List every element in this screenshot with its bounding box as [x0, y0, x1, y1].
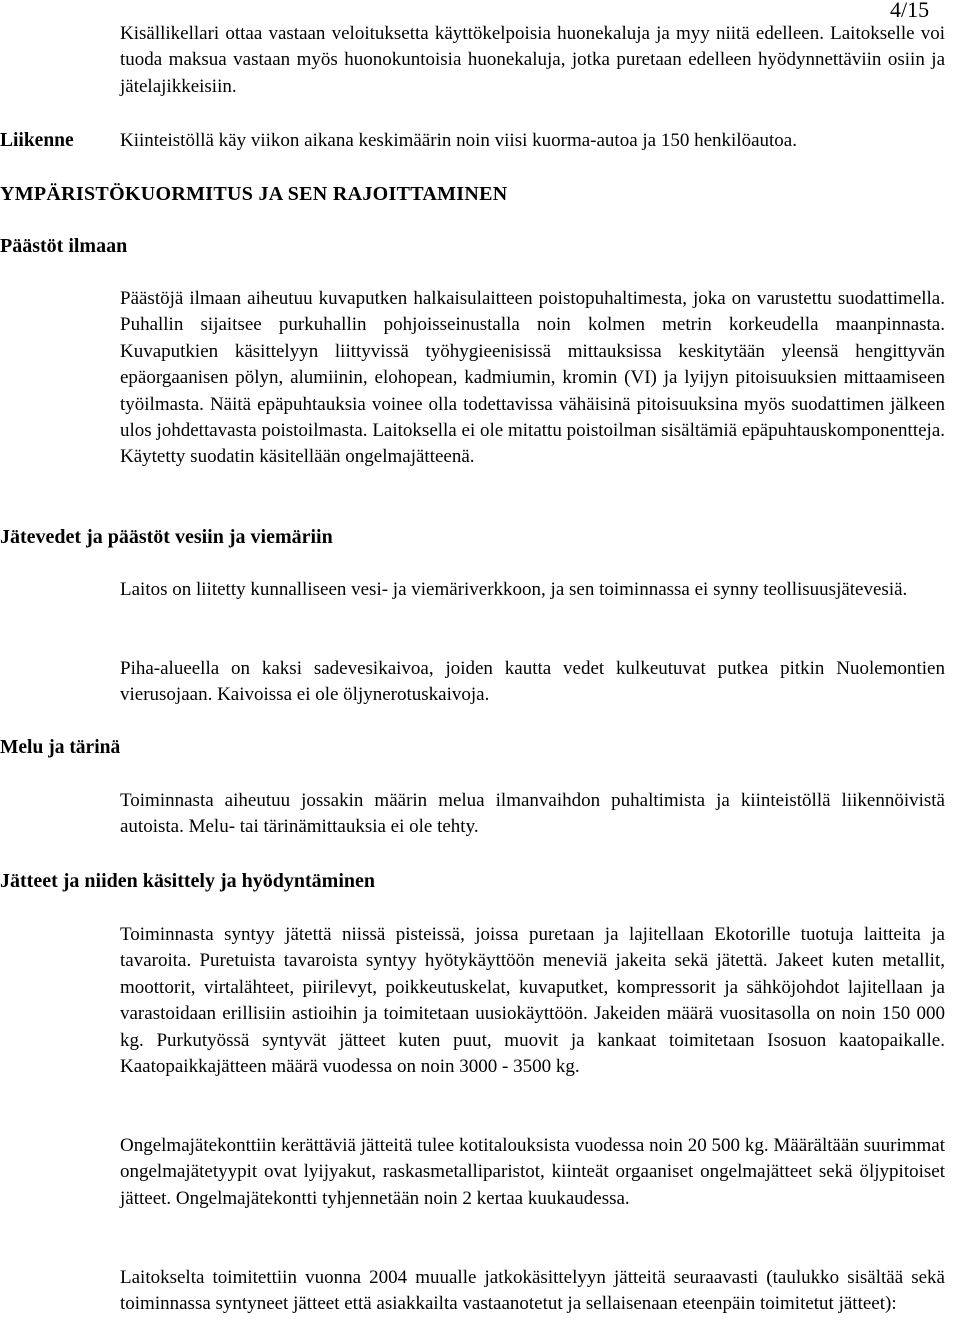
air-emissions-heading: Päästöt ilmaan — [0, 235, 128, 257]
waste-text-3: Laitokselta toimitettiin vuonna 2004 muualle jatkokäsittelyyn jätteitä seuraavasti (taulukko sisältää sekä toiminnassa syntyneet jätteet että asiakkailta vastaanotetut ja sellaisenaan eteenpäin toimitetut jätteet): — [120, 1267, 945, 1315]
waste-heading: Jätteet ja niiden käsittely ja hyödyntäminen — [0, 870, 375, 892]
page-number: 4/15 — [890, 0, 930, 22]
wastewater-heading: Jätevedet ja päästöt vesiin ja viemäriin — [0, 526, 333, 548]
noise-text: Toiminnasta aiheutuu jossakin määrin melua ilmanvaihdon puhaltimista ja kiinteistöllä liikennöivistä autoista. Melu- tai tärinämittauksia ei ole tehty. — [120, 790, 945, 838]
noise-label: Melu ja tärinä — [0, 737, 121, 758]
waste-text-2: Ongelmajätekonttiin kerättäviä jätteitä tulee kotitalouksista vuodessa noin 20 500 kg. Määrältään suurimmat ongelmajätetyypit ovat lyijyakut, raskasmetalliparistot, kiinteät orgaaniset ongelmajätteet sekä öljypitoiset jätteet. Ongelmajätekontti tyhjennetään noin 2 kertaa kuukaudessa. — [120, 1135, 945, 1209]
main-heading: YMPÄRISTÖKUORMITUS JA SEN RAJOITTAMINEN — [0, 183, 508, 205]
waste-text-1: Toiminnasta syntyy jätettä niissä pisteissä, joissa puretaan ja lajitellaan Ekotorille tuotuja laitteita ja tavaroita. Puretuista tavaroista syntyy hyötykäyttöön meneviä jakeita sekä jätettä. Jakeet kuten metallit, moottorit, virtalähteet, piirilevyt, poikkeutuskelat, kuvaputket, kompressorit ja sähköjohdot lajitellaan ja varastoidaan erillisiin astioihin ja toimitetaan uusiokäyttöön. Jakeiden määrä vuositasolla on noin 150 000 kg. Purkutyössä syntyvät jätteet kuten puut, muovit ja kankaat toimitetaan Isosuon kaatopaikalle. Kaatopaikkajätteen määrä vuodessa on noin 3000 - 3500 kg. — [120, 924, 945, 1078]
wastewater-text-2: Piha-alueella on kaksi sadevesikaivoa, joiden kautta vedet kulkeutuvat putkea pitkin Nuolemontien vierusojaan. Kaivoissa ei ole öljynerotuskaivoja. — [120, 658, 945, 706]
air-emissions-text: Päästöjä ilmaan aiheutuu kuvaputken halkaisulaitteen poistopuhaltimesta, joka on varustettu suodattimella. Puhallin sijaitsee purkuhallin pohjoisseinustalla noin kolmen metrin korkeudella maanpinnasta. Kuvaputkien käsittelyyn liittyvissä työhygieenisissä mittauksissa keskitytään yleensä hengittyvän epäorgaanisen pölyn, alumiinin, elohopean, kadmiumin, kromin (VI) ja lyijyn pitoisuuksien mittaamiseen työilmasta. Näitä epäpuhtauksia voinee olla todettavissa vähäisinä pitoisuuksina myös suodattimen jälkeen ulos johdettavasta poistoilmasta. Laitoksella ei ole mitattu poistoilman sisältämiä epäpuhtauskomponentteja. Käytetty suodatin käsitellään ongelmajätteenä. — [120, 288, 945, 468]
traffic-text: Kiinteistöllä käy viikon aikana keskimäärin noin viisi kuorma-autoa ja 150 henkilöautoa. — [120, 130, 797, 151]
traffic-label: Liikenne — [0, 130, 74, 151]
intro-paragraph: Kisällikellari ottaa vastaan veloituksetta käyttökelpoisia huonekaluja ja myy niitä edelleen. Laitokselle voi tuoda maksua vastaan myös huonokuntoisia huonekaluja, jotka puretaan edelleen hyödynnettäviin osiin ja jätelajikkeisiin. — [120, 23, 945, 97]
wastewater-text-1: Laitos on liitetty kunnalliseen vesi- ja viemäriverkkoon, ja sen toiminnassa ei synny teollisuusjätevesiä. — [120, 579, 908, 600]
